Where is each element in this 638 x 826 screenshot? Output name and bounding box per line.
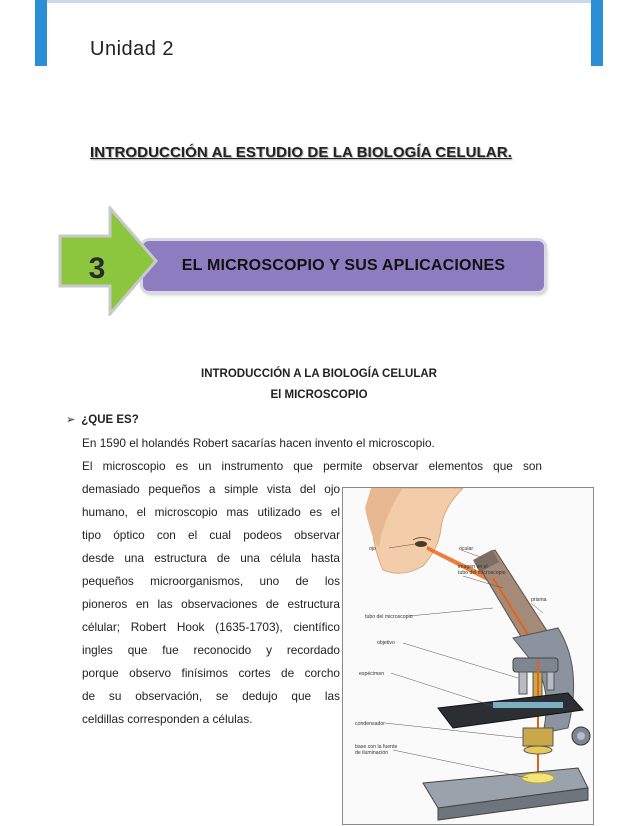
top-rule <box>47 0 591 3</box>
chapter-banner <box>143 241 544 291</box>
section-title: INTRODUCCIÓN AL ESTUDIO DE LA BIOLOGÍA CELULAR. <box>90 144 512 161</box>
paragraph-line: El microscopio es un instrumento que permite observar elementos que son <box>82 459 542 473</box>
label-imagen-1: imagen en el <box>458 564 488 570</box>
paragraph-line: porque observo finísimos cortes de corcho <box>82 666 340 680</box>
paragraph-line: En 1590 el holandés Robert sacarías hacen invento el microscopio. <box>82 436 435 450</box>
paragraph-line: de su observación, se dedujo que las <box>82 689 340 703</box>
label-condensador: condensador <box>355 721 385 727</box>
paragraph-line: humano, el microscopio mas utilizado es el <box>82 505 340 519</box>
label-especimen: espécimen <box>359 671 385 677</box>
label-base-1: base con la fuente <box>355 744 398 750</box>
arrow-bullet-icon: ➢ <box>66 414 76 426</box>
paragraph-line: tipo óptico con el cual podeos observar <box>82 528 340 542</box>
paragraph-line: demasiado pequeños a simple vista del ojo <box>82 482 340 496</box>
paragraph-line: pioneros en las observaciones de estructura <box>82 597 340 611</box>
label-objetivo: objetivo <box>377 640 395 646</box>
subheading-sub: El MICROSCOPIO <box>270 389 368 401</box>
question-bullet <box>66 413 139 426</box>
paragraph-line: desde una estructura de una célula hasta <box>82 551 340 565</box>
chapter-title: EL MICROSCOPIO Y SUS APLICACIONES <box>181 257 506 274</box>
label-tubo: tubo del microscopio <box>365 614 413 620</box>
label-prisma: prisma <box>531 597 547 603</box>
left-edge-bar <box>35 0 47 66</box>
label-ojo: ojo <box>369 546 376 552</box>
paragraph-line: célular; Robert Hook (1635-1703), científico <box>82 620 340 634</box>
chapter-number: 3 <box>88 252 106 285</box>
question-label: ¿QUE ES? <box>81 413 139 426</box>
paragraph-line: celdillas corresponden a células. <box>82 712 253 726</box>
unit-title: Unidad 2 <box>90 38 175 60</box>
paragraph-line: pequeños microorganismos, uno de los <box>82 574 340 588</box>
label-imagen-2: tubo del microscopio <box>458 570 506 576</box>
right-edge-bar <box>591 0 603 66</box>
label-ocular: ocular <box>459 546 474 552</box>
microscope-figure <box>342 487 594 825</box>
paragraph-line: ingles que fue reconocido y recordado <box>82 643 340 657</box>
label-base-2: de iluminación <box>355 750 389 756</box>
microscope-illustration-icon <box>343 488 593 824</box>
subheading-main: INTRODUCCIÓN A LA BIOLOGÍA CELULAR <box>201 368 437 380</box>
